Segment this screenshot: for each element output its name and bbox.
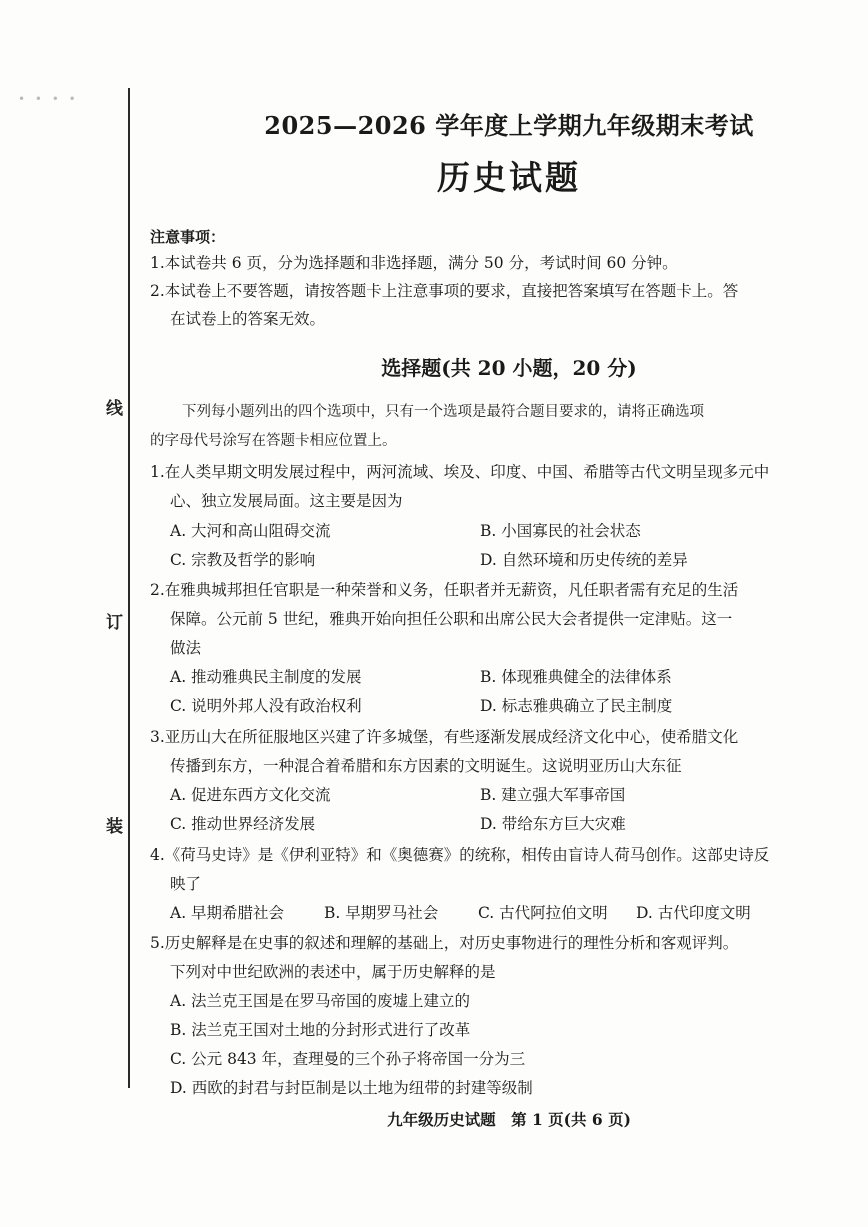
section-intro: 下列每小题列出的四个选项中，只有一个选项是最符合题目要求的，请将正确选项 (182, 404, 704, 420)
question-3-stem: 3.亚历山大在所征服地区兴建了许多城堡，有些逐渐发展成经济文化中心，使希腊文化 (150, 728, 739, 746)
question-3-option-c: C. 推动世界经济发展 (170, 815, 316, 833)
binding-mark-zhuang: 装 (106, 817, 123, 837)
question-1-option-d: D. 自然环境和历史传统的差异 (480, 551, 688, 569)
note-item-1: 1.本试卷共 6 页，分为选择题和非选择题，满分 50 分，考试时间 60 分钟。 (150, 254, 678, 272)
question-4-option-c: C. 古代阿拉伯文明 (478, 904, 608, 922)
question-4-stem: 4.《荷马史诗》是《伊利亚特》和《奥德赛》的统称，相传由盲诗人荷马创作。这部史诗反 (150, 846, 770, 864)
question-1-option-c: C. 宗教及哲学的影响 (170, 551, 316, 569)
page-footer: 九年级历史试题 第 1 页(共 6 页) (387, 1110, 631, 1129)
question-2-option-c: C. 说明外邦人没有政治权利 (170, 697, 362, 715)
scan-artifact: • • • • (18, 92, 79, 106)
note-item-2: 2.本试卷上不要答题，请按答题卡上注意事项的要求，直接把答案填写在答题卡上。答 (150, 282, 739, 300)
question-5-option-b: B. 法兰克王国对土地的分封形式进行了改革 (170, 1021, 471, 1039)
question-4-stem-cont: 映了 (170, 875, 202, 893)
note-item-2-cont: 在试卷上的答案无效。 (170, 310, 326, 328)
question-2-stem-cont: 做法 (170, 639, 202, 657)
question-2-option-b: B. 体现雅典健全的法律体系 (480, 668, 672, 686)
question-3-option-d: D. 带给东方巨大灾难 (480, 815, 626, 833)
section-title: 选择题(共 20 小题，20 分) (381, 356, 637, 380)
question-2-stem-cont: 保障。公元前 5 世纪，雅典开始向担任公职和出席公民大会者提供一定津贴。这一 (170, 610, 733, 628)
section-intro-cont: 的字母代号涂写在答题卡相应位置上。 (150, 433, 397, 449)
question-5-option-c: C. 公元 843 年，查理曼的三个孙子将帝国一分为三 (170, 1050, 526, 1068)
question-4-option-d: D. 古代印度文明 (636, 904, 751, 922)
question-4-option-b: B. 早期罗马社会 (324, 904, 439, 922)
question-5-option-d: D. 西欧的封君与封臣制是以土地为纽带的封建等级制 (170, 1079, 533, 1097)
question-2-stem: 2.在雅典城邦担任官职是一种荣誉和义务，任职者并无薪资，凡任职者需有充足的生活 (150, 581, 739, 599)
subject-title: 历史试题 (437, 158, 581, 197)
question-3-stem-cont: 传播到东方，一种混合着希腊和东方因素的文明诞生。这说明亚历山大东征 (170, 757, 682, 775)
question-5-option-a: A. 法兰克王国是在罗马帝国的废墟上建立的 (170, 992, 471, 1010)
exam-title: 2025—2026 学年度上学期九年级期末考试 (264, 111, 754, 140)
question-5-stem: 5.历史解释是在史事的叙述和理解的基础上，对历史事物进行的理性分析和客观评判。 (150, 934, 739, 952)
question-1-option-b: B. 小国寡民的社会状态 (480, 522, 641, 540)
binding-mark-xian: 线 (106, 399, 123, 419)
question-2-option-d: D. 标志雅典确立了民主制度 (480, 697, 673, 715)
question-1-stem-cont: 心、独立发展局面。这主要是因为 (170, 492, 403, 510)
question-1-stem: 1.在人类早期文明发展过程中，两河流域、埃及、印度、中国、希腊等古代文明呈现多元中 (150, 463, 770, 481)
question-2-option-a: A. 推动雅典民主制度的发展 (170, 668, 362, 686)
binding-line (128, 88, 130, 1088)
question-3-option-a: A. 促进东西方文化交流 (170, 786, 331, 804)
question-3-option-b: B. 建立强大军事帝国 (480, 786, 626, 804)
question-5-stem-cont: 下列对中世纪欧洲的表述中，属于历史解释的是 (170, 963, 496, 981)
question-4-option-a: A. 早期希腊社会 (170, 904, 285, 922)
question-1-option-a: A. 大河和高山阻碍交流 (170, 522, 331, 540)
notes-heading: 注意事项： (150, 228, 226, 246)
binding-mark-ding: 订 (106, 613, 123, 633)
